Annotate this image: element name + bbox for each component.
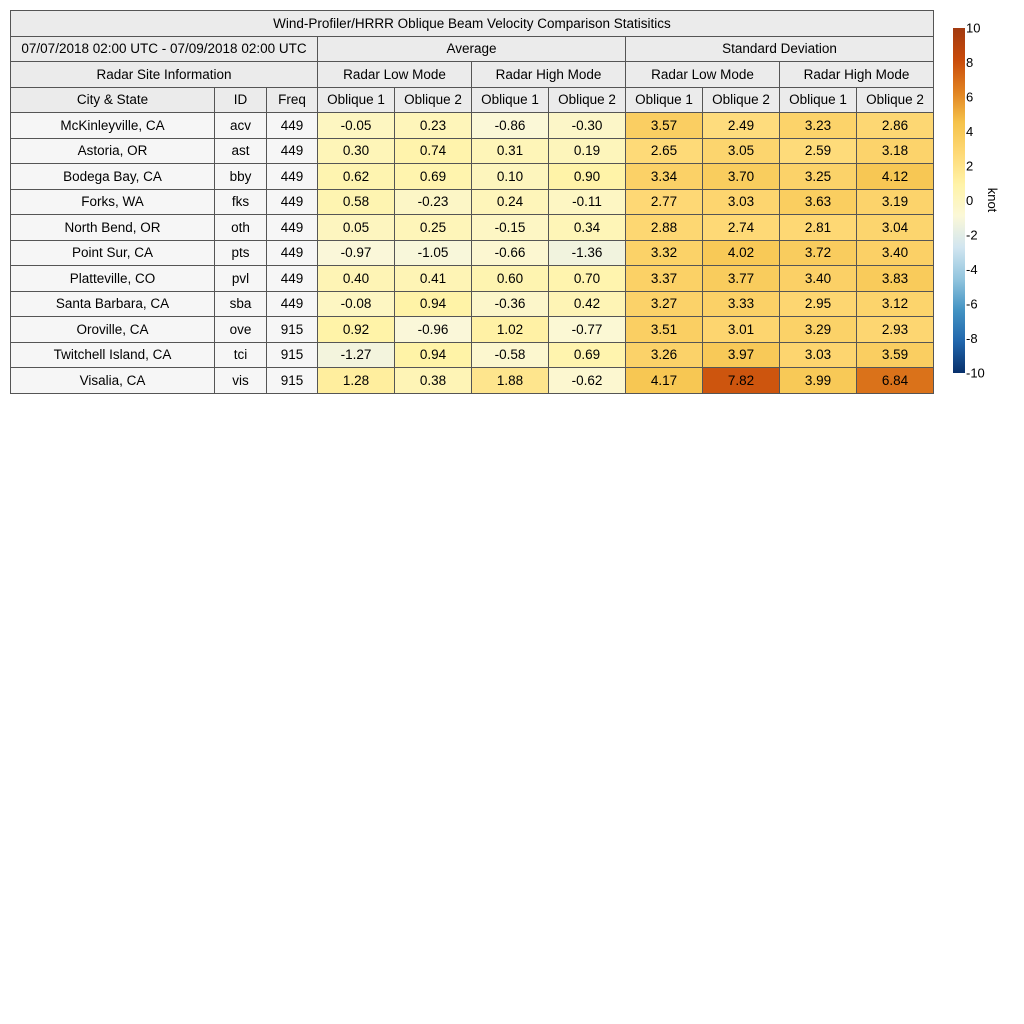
value-cell: 2.95 — [780, 291, 857, 317]
value-cell: 0.23 — [395, 113, 472, 139]
value-cell: 1.02 — [472, 317, 549, 343]
colorbar-tick-label: 4 — [966, 124, 974, 139]
id-cell: pts — [215, 240, 267, 266]
value-cell: 0.38 — [395, 368, 472, 394]
table-row — [11, 368, 934, 394]
city-cell: Oroville, CA — [11, 317, 215, 343]
id-cell: ast — [215, 138, 267, 164]
freq-cell: 449 — [267, 266, 318, 292]
value-cell: 3.18 — [857, 138, 934, 164]
value-cell: 3.29 — [780, 317, 857, 343]
value-cell: -0.96 — [395, 317, 472, 343]
average-header: Average — [318, 36, 626, 62]
freq-cell: 449 — [267, 164, 318, 190]
value-cell: 3.25 — [780, 164, 857, 190]
value-cell: 3.77 — [703, 266, 780, 292]
value-cell: -0.66 — [472, 240, 549, 266]
table-row — [11, 113, 934, 139]
colorbar-tick-label: -6 — [966, 296, 978, 312]
value-cell: 3.33 — [703, 291, 780, 317]
freq-cell: 449 — [267, 215, 318, 241]
value-cell: -0.11 — [549, 189, 626, 215]
id-cell: vis — [215, 368, 267, 394]
col-header-freq: Freq — [267, 87, 318, 113]
value-cell: 3.01 — [703, 317, 780, 343]
col-header-avg-high-oblique-2: Oblique 2 — [549, 87, 626, 113]
avg-low-mode-header: Radar Low Mode — [318, 62, 472, 88]
value-cell: 2.74 — [703, 215, 780, 241]
colorbar-ticks — [966, 21, 985, 381]
value-cell: 3.99 — [780, 368, 857, 394]
col-header-std-high-oblique-2: Oblique 2 — [857, 87, 934, 113]
id-cell: pvl — [215, 266, 267, 292]
colorbar-tick-label: 8 — [966, 55, 974, 70]
value-cell: -0.77 — [549, 317, 626, 343]
value-cell: 3.59 — [857, 342, 934, 368]
value-cell: 0.25 — [395, 215, 472, 241]
col-header-std-low-oblique-1: Oblique 1 — [626, 87, 703, 113]
value-cell: 3.97 — [703, 342, 780, 368]
value-cell: 3.03 — [780, 342, 857, 368]
table-row — [11, 240, 934, 266]
value-cell: 0.74 — [395, 138, 472, 164]
table-row — [11, 164, 934, 190]
value-cell: 6.84 — [857, 368, 934, 394]
colorbar-tick-label: 2 — [966, 158, 974, 174]
value-cell: 0.31 — [472, 138, 549, 164]
table-row — [11, 291, 934, 317]
value-cell: 4.02 — [703, 240, 780, 266]
value-cell: 3.51 — [626, 317, 703, 343]
value-cell: -0.97 — [318, 240, 395, 266]
date-range: 07/07/2018 02:00 UTC - 07/09/2018 02:00 UTC — [11, 36, 318, 62]
value-cell: 0.34 — [549, 215, 626, 241]
mode-header-row — [11, 62, 934, 88]
city-cell: North Bend, OR — [11, 215, 215, 241]
freq-cell: 915 — [267, 368, 318, 394]
city-cell: Point Sur, CA — [11, 240, 215, 266]
freq-cell: 915 — [267, 342, 318, 368]
col-header-id: ID — [215, 87, 267, 113]
value-cell: 0.19 — [549, 138, 626, 164]
value-cell: 0.42 — [549, 291, 626, 317]
value-cell: 3.04 — [857, 215, 934, 241]
value-cell: 2.86 — [857, 113, 934, 139]
value-cell: 3.23 — [780, 113, 857, 139]
freq-cell: 449 — [267, 113, 318, 139]
value-cell: 3.03 — [703, 189, 780, 215]
group-header-row — [11, 36, 934, 62]
table-title: Wind-Profiler/HRRR Oblique Beam Velocity Comparison Statisitics — [11, 11, 934, 37]
value-cell: 0.94 — [395, 342, 472, 368]
city-cell: Forks, WA — [11, 189, 215, 215]
id-cell: oth — [215, 215, 267, 241]
value-cell: 3.40 — [857, 240, 934, 266]
value-cell: 3.19 — [857, 189, 934, 215]
freq-cell: 915 — [267, 317, 318, 343]
freq-cell: 449 — [267, 240, 318, 266]
value-cell: 0.92 — [318, 317, 395, 343]
value-cell: 3.72 — [780, 240, 857, 266]
col-header-avg-low-oblique-2: Oblique 2 — [395, 87, 472, 113]
colorbar — [950, 20, 1010, 381]
value-cell: 3.40 — [780, 266, 857, 292]
table-row — [11, 266, 934, 292]
colorbar-gradient — [953, 28, 965, 373]
value-cell: 0.05 — [318, 215, 395, 241]
std-high-mode-header: Radar High Mode — [780, 62, 934, 88]
colorbar-tick-label: 0 — [966, 193, 974, 208]
value-cell: 0.58 — [318, 189, 395, 215]
value-cell: 0.70 — [549, 266, 626, 292]
table-row — [11, 215, 934, 241]
value-cell: 0.69 — [395, 164, 472, 190]
value-cell: 2.81 — [780, 215, 857, 241]
table-row — [11, 138, 934, 164]
value-cell: -0.30 — [549, 113, 626, 139]
value-cell: 4.17 — [626, 368, 703, 394]
value-cell: -0.23 — [395, 189, 472, 215]
value-cell: 2.93 — [857, 317, 934, 343]
velocity-comparison-table — [10, 10, 934, 394]
avg-high-mode-header: Radar High Mode — [472, 62, 626, 88]
value-cell: 0.62 — [318, 164, 395, 190]
column-header-row — [11, 87, 934, 113]
value-cell: 3.26 — [626, 342, 703, 368]
city-cell: Santa Barbara, CA — [11, 291, 215, 317]
colorbar-tick-label: -8 — [966, 331, 978, 346]
value-cell: 2.49 — [703, 113, 780, 139]
value-cell: 0.69 — [549, 342, 626, 368]
col-header-avg-high-oblique-1: Oblique 1 — [472, 87, 549, 113]
colorbar-tick-label: 6 — [966, 89, 974, 105]
value-cell: 0.40 — [318, 266, 395, 292]
value-cell: 3.83 — [857, 266, 934, 292]
city-cell: Visalia, CA — [11, 368, 215, 394]
id-cell: sba — [215, 291, 267, 317]
table-row — [11, 317, 934, 343]
colorbar-tick-label: 10 — [966, 20, 981, 36]
value-cell: 2.65 — [626, 138, 703, 164]
value-cell: -0.05 — [318, 113, 395, 139]
value-cell: -1.27 — [318, 342, 395, 368]
value-cell: -0.62 — [549, 368, 626, 394]
title-row — [11, 11, 934, 37]
value-cell: 3.05 — [703, 138, 780, 164]
col-header-city: City & State — [11, 87, 215, 113]
std-dev-header: Standard Deviation — [626, 36, 934, 62]
value-cell: -0.86 — [472, 113, 549, 139]
value-cell: 2.59 — [780, 138, 857, 164]
table-row — [11, 189, 934, 215]
id-cell: bby — [215, 164, 267, 190]
value-cell: 0.60 — [472, 266, 549, 292]
value-cell: 3.32 — [626, 240, 703, 266]
id-cell: acv — [215, 113, 267, 139]
value-cell: -0.58 — [472, 342, 549, 368]
value-cell: -1.36 — [549, 240, 626, 266]
colorbar-label: knot — [985, 187, 1000, 213]
value-cell: -1.05 — [395, 240, 472, 266]
value-cell: 3.37 — [626, 266, 703, 292]
value-cell: 3.70 — [703, 164, 780, 190]
value-cell: 3.34 — [626, 164, 703, 190]
value-cell: -0.08 — [318, 291, 395, 317]
freq-cell: 449 — [267, 189, 318, 215]
colorbar-tick-label: -2 — [966, 227, 978, 243]
value-cell: 3.57 — [626, 113, 703, 139]
city-cell: Platteville, CO — [11, 266, 215, 292]
value-cell: 1.28 — [318, 368, 395, 394]
value-cell: 0.10 — [472, 164, 549, 190]
colorbar-tick-label: -10 — [966, 365, 985, 381]
value-cell: 3.63 — [780, 189, 857, 215]
value-cell: 0.90 — [549, 164, 626, 190]
city-cell: Astoria, OR — [11, 138, 215, 164]
city-cell: Twitchell Island, CA — [11, 342, 215, 368]
site-info-header: Radar Site Information — [11, 62, 318, 88]
value-cell: 3.27 — [626, 291, 703, 317]
value-cell: 1.88 — [472, 368, 549, 394]
value-cell: 2.77 — [626, 189, 703, 215]
value-cell: 2.88 — [626, 215, 703, 241]
freq-cell: 449 — [267, 138, 318, 164]
value-cell: 0.94 — [395, 291, 472, 317]
freq-cell: 449 — [267, 291, 318, 317]
colorbar-tick-label: -4 — [966, 262, 978, 277]
city-cell: McKinleyville, CA — [11, 113, 215, 139]
value-cell: 3.12 — [857, 291, 934, 317]
id-cell: tci — [215, 342, 267, 368]
value-cell: -0.36 — [472, 291, 549, 317]
id-cell: ove — [215, 317, 267, 343]
value-cell: -0.15 — [472, 215, 549, 241]
value-cell: 7.82 — [703, 368, 780, 394]
std-low-mode-header: Radar Low Mode — [626, 62, 780, 88]
col-header-std-low-oblique-2: Oblique 2 — [703, 87, 780, 113]
value-cell: 0.30 — [318, 138, 395, 164]
value-cell: 0.24 — [472, 189, 549, 215]
city-cell: Bodega Bay, CA — [11, 164, 215, 190]
value-cell: 4.12 — [857, 164, 934, 190]
value-cell: 0.41 — [395, 266, 472, 292]
table-row — [11, 342, 934, 368]
col-header-avg-low-oblique-1: Oblique 1 — [318, 87, 395, 113]
col-header-std-high-oblique-1: Oblique 1 — [780, 87, 857, 113]
id-cell: fks — [215, 189, 267, 215]
